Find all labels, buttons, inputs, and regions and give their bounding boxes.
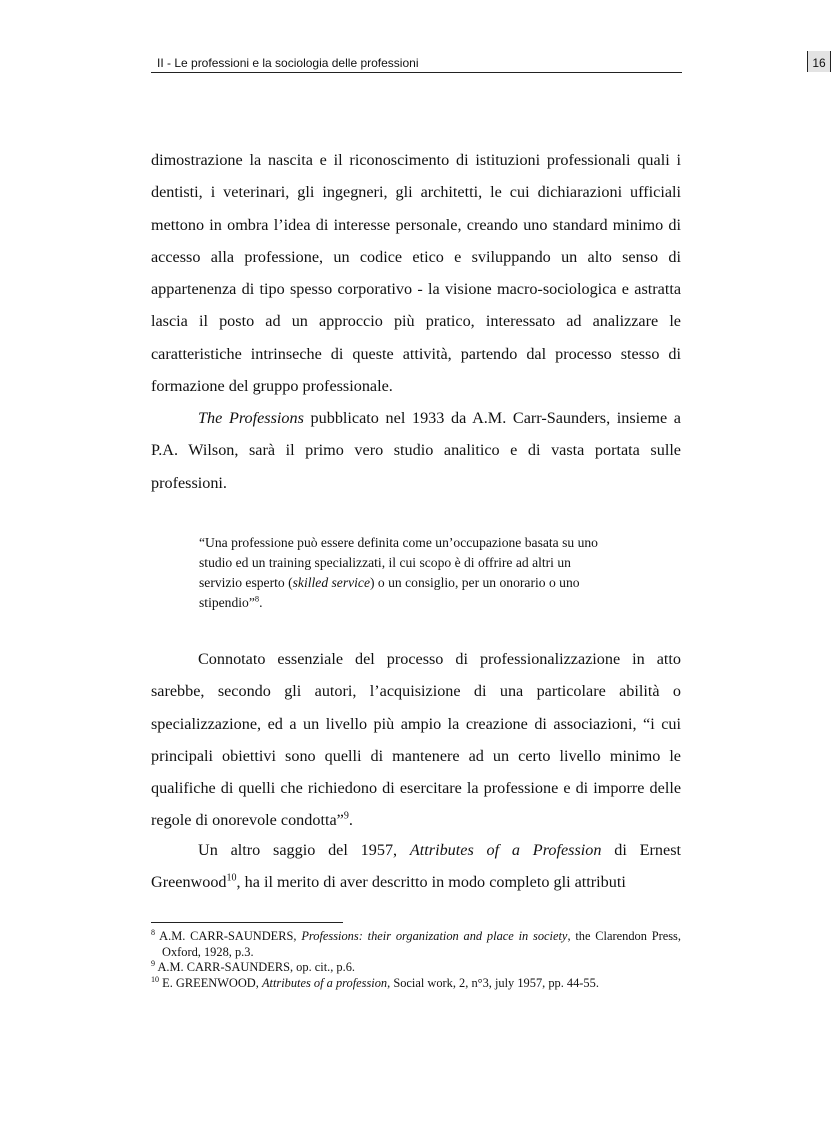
footnotes <box>151 929 681 991</box>
chapter-title: II - Le professioni e la sociologia delle professioni <box>157 56 419 70</box>
paragraph-3-text: Connotato essenziale del processo di professionalizzazione in atto sarebbe, secondo gli autori, l’acquisizione di una particolare abilità o specializzazione, ed a un livello più ampio la creazione di associazioni, “i cui principali obiettivi sono quelli di mantenere ad un certo livello minimo le qualifiche di quelli che richiedono di esercitare la professione e di imporre delle regole di onorevole condotta” <box>151 650 681 830</box>
paragraph-2 <box>151 402 681 499</box>
paragraph-1: dimostrazione la nascita e il riconoscimento di istituzioni professionali quali i dentisti, i veterinari, gli ingegneri, gli architetti, le cui dichiarazioni ufficiali mettono in ombra l’idea di interesse personale, creando uno standard minimo di accesso alla professione, un codice etico e sviluppando un alto senso di appartenenza di tipo spesso corporativo - la visione macro-sociologica e astratta lascia il posto ad un approccio più pratico, interessato ad analizzare le caratteristiche intrinseche di queste attività, partendo dal processo stesso di formazione del gruppo professionale. <box>151 151 681 396</box>
book-title-the-professions: The Professions <box>198 409 304 427</box>
paragraph-4-text-c: , ha il merito di aver descritto in modo completo gli attributi <box>236 873 626 892</box>
quote-end: . <box>259 595 263 610</box>
footnote-number: 8 <box>151 927 156 937</box>
paragraph-4-text-b: di Ernest Greenwood <box>151 841 681 892</box>
page-number: 16 <box>812 56 826 70</box>
page-number-box <box>807 51 831 72</box>
footnote-8 <box>151 929 681 960</box>
footnote-ref-8: 8 <box>254 593 260 604</box>
quote-text-a: “Una professione può essere definita come un’occupazione basata su uno studio ed un training specializzati, il cui scopo è di offrire ad altri un servizio esperto ( <box>199 535 598 590</box>
paragraph-4 <box>151 834 681 899</box>
footnote-ref-9: 9 <box>343 811 349 823</box>
paragraph-2-text: pubblicato nel 1933 da A.M. Carr-Saunders, insieme a P.A. Wilson, sarà il primo vero studio analitico e di vasta portata sulle professioni. <box>151 409 681 492</box>
paragraph-3 <box>151 643 681 837</box>
quote-italic: skilled service <box>292 575 370 590</box>
footnote-title: Attributes of a profession <box>261 975 388 990</box>
footnote-author: E. GREENWOOD, <box>159 975 262 990</box>
paragraph-4-text-a: Un altro saggio del 1957, <box>198 841 410 859</box>
footnote-10 <box>151 976 681 992</box>
footnote-details: , the Clarendon Press, Oxford, 1928, p.3. <box>162 929 681 959</box>
footnote-author: A.M. CARR-SAUNDERS, op. cit., p.6. <box>155 960 356 974</box>
header-rule <box>151 72 682 73</box>
running-header <box>151 50 826 74</box>
footnote-9 <box>151 960 681 976</box>
footnote-number: 9 <box>151 958 156 968</box>
essay-title: Attributes of a Profession <box>409 841 602 859</box>
footnote-ref-10: 10 <box>226 872 237 884</box>
quote-text-b: ) o un consiglio, per un onorario o uno stipendio” <box>199 575 580 610</box>
paragraph-3-end: . <box>348 811 353 830</box>
footnote-title: Professions: their organization and place in society <box>301 929 568 943</box>
block-quote <box>199 533 617 613</box>
footnote-details: , Social work, 2, n°3, july 1957, pp. 44-55. <box>387 975 599 990</box>
footnote-separator <box>151 922 343 923</box>
footnote-number: 10 <box>151 974 160 984</box>
footnote-author: A.M. CARR-SAUNDERS, <box>155 929 302 943</box>
